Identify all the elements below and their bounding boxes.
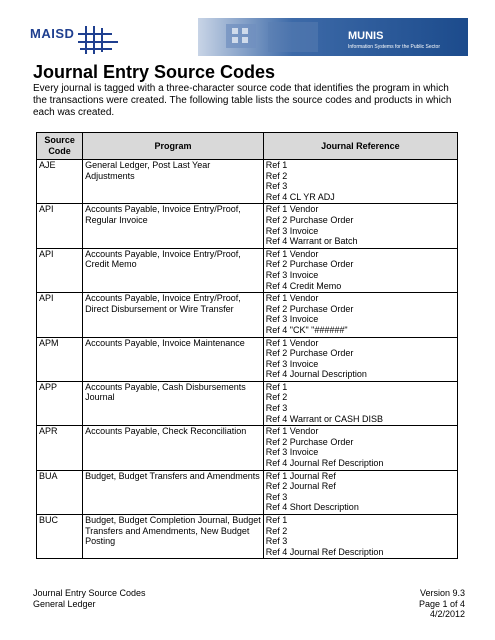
journal-ref-line: Ref 4 Journal Ref Description <box>265 546 384 557</box>
cell-source-code: BUC <box>37 515 83 559</box>
cell-source-code: API <box>37 204 83 248</box>
banner-graphic-icon <box>198 18 468 56</box>
journal-ref-line: Ref 3 Invoice <box>265 225 319 236</box>
journal-ref-line: Ref 1 <box>265 515 288 525</box>
cell-source-code: BUA <box>37 470 83 514</box>
journal-ref-line: Ref 2 Purchase Order <box>265 348 354 359</box>
journal-ref-line: Ref 1 Vendor <box>265 293 319 304</box>
cell-source-code: APR <box>37 426 83 470</box>
cell-program: Accounts Payable, Invoice Entry/Proof, Credit Memo <box>83 248 264 292</box>
source-codes-table <box>36 132 458 559</box>
journal-ref-line: Ref 2 Purchase Order <box>265 259 354 270</box>
table-row <box>37 426 458 470</box>
journal-ref-line: Ref 3 Invoice <box>265 358 319 369</box>
cell-journal-reference <box>263 337 457 381</box>
journal-ref-line: Ref 4 Journal Ref Description <box>265 458 384 469</box>
footer-version: Version 9.3 <box>419 588 465 598</box>
page-header <box>0 0 495 60</box>
journal-ref-line: Ref 1 Journal Ref <box>265 470 336 481</box>
cell-journal-reference <box>263 426 457 470</box>
table-row <box>37 470 458 514</box>
cell-program: Accounts Payable, Check Reconciliation <box>83 426 264 470</box>
journal-ref-line: Ref 2 <box>265 170 288 181</box>
journal-ref-line: Ref 1 Vendor <box>265 426 319 437</box>
cell-program: Budget, Budget Completion Journal, Budget Transfers and Amendments, New Budget Posting <box>83 515 264 559</box>
footer-doc-title: Journal Entry Source Codes <box>33 588 146 598</box>
journal-ref-line: Ref 3 Invoice <box>265 447 319 458</box>
journal-ref-line: Ref 4 Journal Description <box>265 369 367 380</box>
journal-ref-line: Ref 3 <box>265 491 288 502</box>
maisd-logo <box>30 22 150 56</box>
footer-module: General Ledger <box>33 598 96 609</box>
footer-page-number: Page 1 of 4 <box>418 598 465 609</box>
journal-ref-line: Ref 4 Warrant or CASH DISB <box>265 413 383 424</box>
journal-ref-line: Ref 1 Vendor <box>265 337 319 348</box>
munis-banner <box>198 18 468 56</box>
cell-program: General Ledger, Post Last Year Adjustments <box>83 160 264 204</box>
table-row <box>37 293 458 337</box>
cell-journal-reference <box>263 293 457 337</box>
table-row <box>37 337 458 381</box>
munis-logo-text: MUNIS <box>348 30 384 42</box>
cell-source-code: API <box>37 248 83 292</box>
cell-program: Accounts Payable, Invoice Entry/Proof, Regular Invoice <box>83 204 264 248</box>
journal-ref-line: Ref 1 Vendor <box>265 248 319 259</box>
header-program: Program <box>83 133 264 160</box>
intro-paragraph: Every journal is tagged with a three-character source code that identifies the program in which the transactions were created. The following table lists the source codes and products in which each was created. <box>33 83 452 118</box>
journal-ref-line: Ref 3 <box>265 403 288 414</box>
journal-ref-line: Ref 3 <box>265 181 288 192</box>
cell-source-code: AJE <box>37 160 83 204</box>
header-journal-reference: Journal Reference <box>263 133 457 160</box>
cell-program: Accounts Payable, Invoice Maintenance <box>83 337 264 381</box>
journal-ref-line: Ref 1 <box>265 160 288 170</box>
page-title: Journal Entry Source Codes <box>33 62 276 82</box>
journal-ref-line: Ref 1 <box>265 381 288 392</box>
journal-ref-line: Ref 4 Short Description <box>265 502 359 513</box>
cell-journal-reference <box>263 160 457 204</box>
journal-ref-line: Ref 3 Invoice <box>265 269 319 280</box>
table-body <box>37 160 458 559</box>
cell-source-code: APM <box>37 337 83 381</box>
journal-ref-line: Ref 4 Credit Memo <box>265 280 342 291</box>
footer-date: 4/2/2012 <box>429 609 465 619</box>
journal-ref-line: Ref 4 Warrant or Batch <box>265 236 358 247</box>
table-row <box>37 381 458 425</box>
journal-ref-line: Ref 4 CL YR ADJ <box>265 191 335 202</box>
maisd-logo-text: MAISD <box>30 26 75 41</box>
cell-program: Budget, Budget Transfers and Amendments <box>83 470 264 514</box>
cell-journal-reference <box>263 470 457 514</box>
header-source-code: Source Code <box>37 133 83 160</box>
journal-ref-line: Ref 2 Purchase Order <box>265 436 354 447</box>
table-row <box>37 160 458 204</box>
journal-ref-line: Ref 2 Purchase Order <box>265 303 354 314</box>
cell-program: Accounts Payable, Invoice Entry/Proof, Direct Disbursement or Wire Transfer <box>83 293 264 337</box>
journal-ref-line: Ref 2 <box>265 525 288 536</box>
journal-ref-line: Ref 1 Vendor <box>265 204 319 215</box>
munis-tagline: Information Systems for the Public Sector <box>348 44 440 50</box>
cell-journal-reference <box>263 515 457 559</box>
cell-source-code: APP <box>37 381 83 425</box>
maisd-grid-icon <box>68 22 128 56</box>
footer-right <box>419 588 465 620</box>
table-row <box>37 515 458 559</box>
table-header-row <box>37 133 458 160</box>
cell-journal-reference <box>263 248 457 292</box>
cell-source-code: API <box>37 293 83 337</box>
journal-ref-line: Ref 3 <box>265 536 288 547</box>
journal-ref-line: Ref 2 Purchase Order <box>265 214 354 225</box>
journal-ref-line: Ref 2 <box>265 392 288 403</box>
footer-left <box>33 588 146 609</box>
cell-journal-reference <box>263 204 457 248</box>
journal-ref-line: Ref 2 Journal Ref <box>265 481 336 492</box>
journal-ref-line: Ref 3 Invoice <box>265 314 319 325</box>
cell-program: Accounts Payable, Cash Disbursements Journal <box>83 381 264 425</box>
journal-ref-line: Ref 4 "CK" "######" <box>265 324 348 335</box>
table-row <box>37 248 458 292</box>
cell-journal-reference <box>263 381 457 425</box>
table-row <box>37 204 458 248</box>
